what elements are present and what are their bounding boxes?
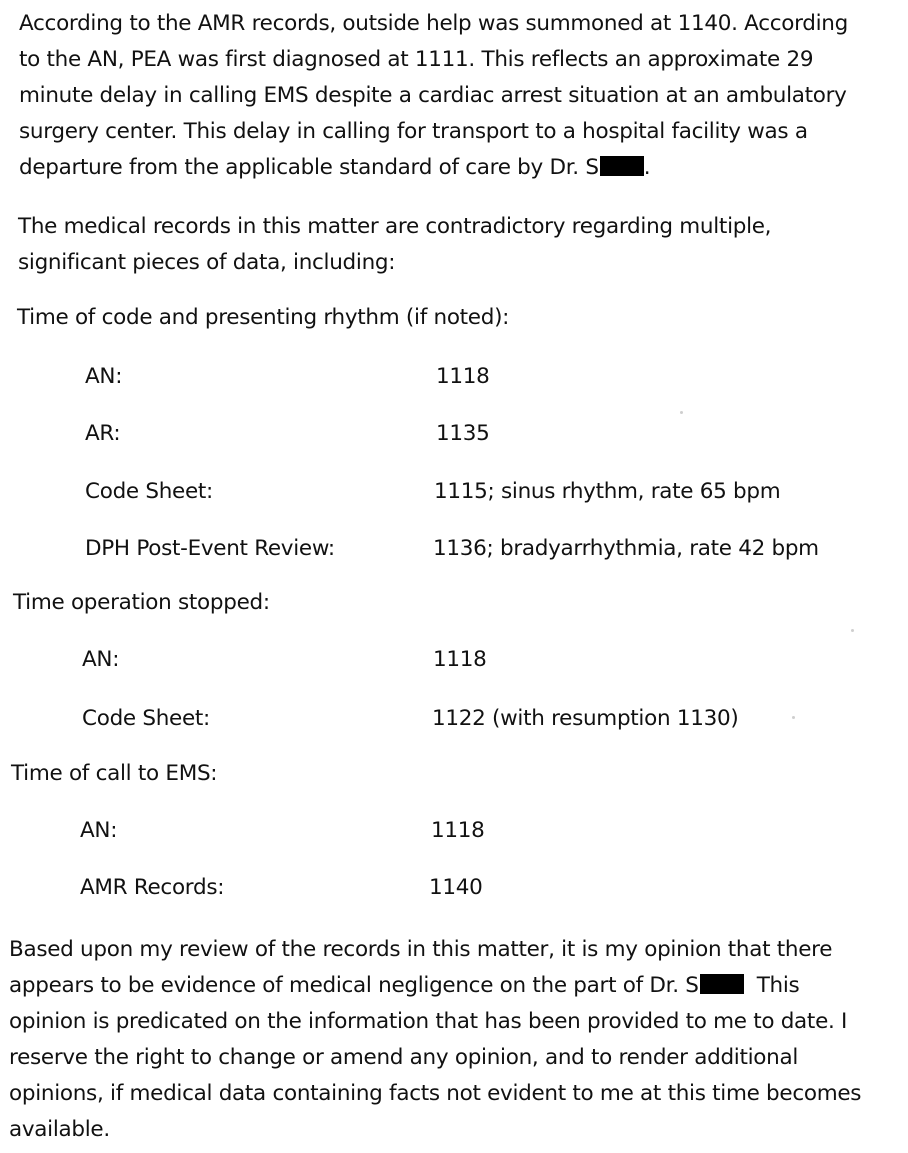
paragraph-line: surgery center. This delay in calling for transport to a hospital facility was a: [19, 119, 808, 144]
row-label: AMR Records:: [80, 875, 225, 900]
redaction-bar: [700, 974, 744, 994]
paragraph-line: opinion is predicated on the information that has been provided to me to date. I: [9, 1009, 848, 1034]
section-heading-operation-stopped: Time operation stopped:: [13, 590, 270, 615]
paragraph-line: to the AN, PEA was first diagnosed at 1111. This reflects an approximate 29: [19, 47, 814, 72]
paragraph-line: According to the AMR records, outside help was summoned at 1140. According: [19, 11, 848, 36]
paragraph-text: This: [743, 973, 800, 998]
paragraph-line: opinions, if medical data containing facts not evident to me at this time becomes: [9, 1081, 862, 1106]
row-value: 1118: [436, 364, 490, 389]
row-label: AN:: [82, 647, 120, 672]
section-heading-call-to-ems: Time of call to EMS:: [11, 761, 218, 786]
paragraph-ems-delay: [19, 6, 848, 186]
paragraph-text: .: [643, 155, 651, 180]
paragraph-line: minute delay in calling EMS despite a cardiac arrest situation at an ambulatory: [19, 83, 847, 108]
row-label: Code Sheet:: [82, 706, 210, 731]
section-heading-time-of-code: Time of code and presenting rhythm (if noted):: [17, 305, 510, 330]
row-value: 1118: [433, 647, 487, 672]
row-label: DPH Post-Event Review:: [85, 536, 335, 561]
scan-speck: [680, 411, 683, 414]
paragraph-line: significant pieces of data, including:: [18, 250, 396, 275]
row-value: 1115; sinus rhythm, rate 65 bpm: [434, 479, 781, 504]
row-label: AN:: [85, 364, 123, 389]
row-label: AN:: [80, 818, 118, 843]
row-value: 1135: [436, 421, 490, 446]
paragraph-text: departure from the applicable standard of care by Dr. S: [19, 155, 599, 180]
paragraph-line: [9, 968, 861, 1004]
paragraph-text: appears to be evidence of medical negligence on the part of Dr. S: [9, 973, 699, 998]
row-value: 1122 (with resumption 1130): [432, 706, 739, 731]
scan-speck: [792, 716, 795, 719]
redaction-bar: [600, 156, 644, 176]
scan-speck: [851, 629, 854, 632]
paragraph-line: reserve the right to change or amend any opinion, and to render additional: [9, 1045, 799, 1070]
paragraph-line: available.: [9, 1117, 110, 1142]
row-value: 1136; bradyarrhythmia, rate 42 bpm: [433, 536, 819, 561]
row-value: 1118: [431, 818, 485, 843]
paragraph-contradictory-records: [18, 209, 771, 281]
paragraph-line: The medical records in this matter are contradictory regarding multiple,: [18, 214, 772, 239]
paragraph-opinion: [9, 932, 861, 1148]
paragraph-line: [19, 150, 848, 186]
paragraph-line: Based upon my review of the records in this matter, it is my opinion that there: [9, 937, 833, 962]
row-label: Code Sheet:: [85, 479, 213, 504]
row-label: AR:: [85, 421, 121, 446]
row-value: 1140: [429, 875, 483, 900]
